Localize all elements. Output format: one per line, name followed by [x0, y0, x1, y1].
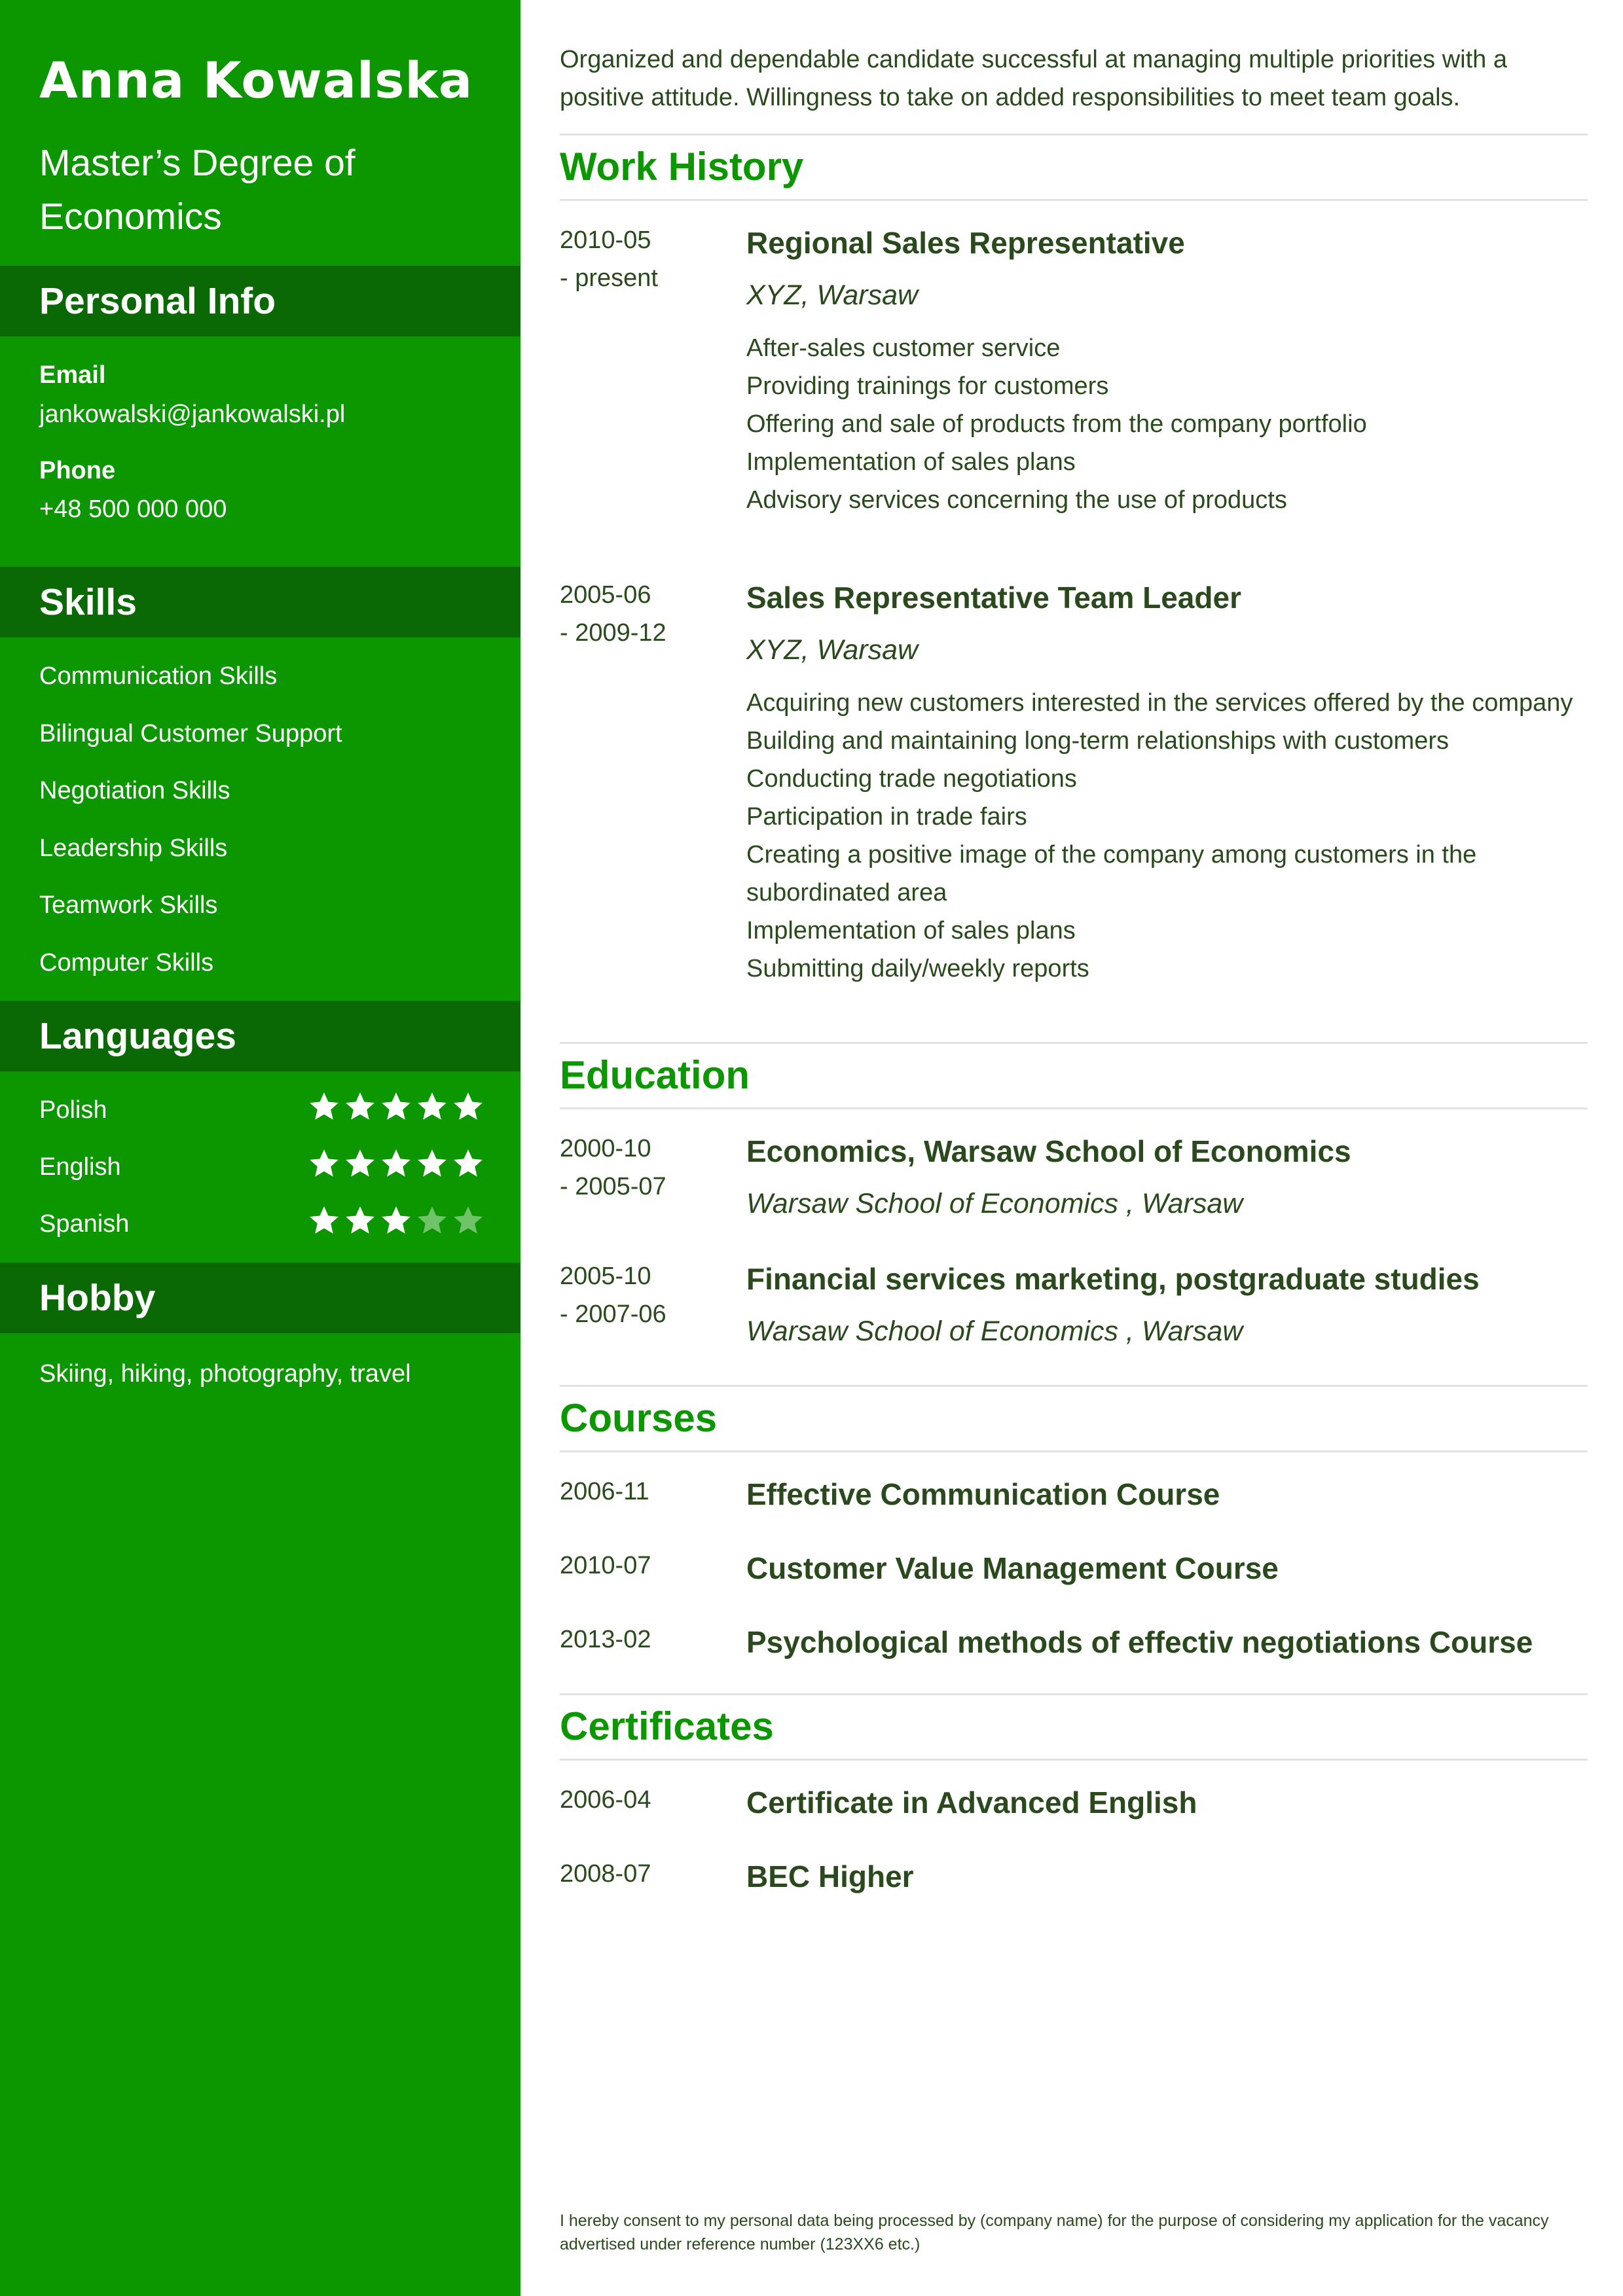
skill-item: Communication Skills — [39, 662, 278, 690]
hobby-heading: Hobby — [0, 1263, 520, 1333]
star-icon — [452, 1090, 484, 1123]
star-icon — [380, 1204, 412, 1237]
work-date-from: 2005-06 — [560, 581, 651, 609]
candidate-degree: Master’s Degree of Economics — [39, 142, 356, 238]
certificate-title: Certificate in Advanced English — [746, 1785, 1197, 1820]
personal-info-heading: Personal Info — [0, 266, 520, 336]
star-icon — [344, 1090, 376, 1123]
star-icon — [452, 1204, 484, 1237]
work-date-to: - 2009-12 — [560, 619, 666, 647]
duty-item: After-sales customer service — [746, 334, 1061, 362]
languages-heading: Languages — [0, 1001, 520, 1071]
certificates-heading: Certificates — [560, 1704, 774, 1748]
skill-item: Leadership Skills — [39, 834, 228, 862]
duty-item: Creating a positive image of the company among customers in the subordinated area — [746, 841, 1477, 906]
certificate-date: 2008-07 — [560, 1860, 651, 1888]
skill-item: Teamwork Skills — [39, 891, 218, 919]
language-name: Spanish — [39, 1210, 130, 1238]
certificate-date: 2006-04 — [560, 1786, 651, 1814]
star-icon — [344, 1147, 376, 1180]
duty-item: Participation in trade fairs — [746, 803, 1027, 831]
job-title: Sales Representative Team Leader — [746, 581, 1241, 615]
job-duties — [746, 684, 1591, 988]
section-divider — [560, 1385, 1588, 1387]
main-content — [560, 0, 1588, 2296]
duty-item: Implementation of sales plans — [746, 917, 1076, 944]
duty-item: Acquiring new customers interested in the services offered by the company — [746, 689, 1573, 717]
education-school: Warsaw School of Economics , Warsaw — [746, 1188, 1243, 1219]
job-place: XYZ, Warsaw — [746, 279, 919, 311]
duty-item: Offering and sale of products from the company portfolio — [746, 410, 1367, 438]
section-divider — [560, 1759, 1588, 1761]
course-date: 2006-11 — [560, 1478, 649, 1505]
duty-item: Advisory services concerning the use of products — [746, 486, 1287, 514]
star-icon — [380, 1147, 412, 1180]
star-icon — [380, 1090, 412, 1123]
duty-item: Submitting daily/weekly reports — [746, 955, 1089, 982]
job-duties — [746, 329, 1591, 519]
skill-item: Computer Skills — [39, 949, 214, 977]
language-rating — [308, 1147, 484, 1181]
data-consent-clause: I hereby consent to my personal data being processed by (company name) for the purpose of considering my application for the vacancy advertised under reference number (123XX6 etc.) — [560, 2212, 1549, 2253]
job-title: Regional Sales Representative — [746, 226, 1185, 260]
education-date-from: 2000-10 — [560, 1135, 651, 1162]
course-title: Effective Communication Course — [746, 1477, 1220, 1511]
star-icon — [308, 1204, 340, 1237]
star-icon — [308, 1090, 340, 1123]
education-title: Financial services marketing, postgraduate studies — [746, 1262, 1480, 1296]
section-divider — [560, 1042, 1588, 1044]
education-date-to: - 2007-06 — [560, 1300, 666, 1328]
work-history-heading: Work History — [560, 145, 804, 188]
education-title: Economics, Warsaw School of Economics — [746, 1134, 1351, 1168]
course-title: Psychological methods of effectiv negotiations Course — [746, 1625, 1533, 1659]
hobby-text: Skiing, hiking, photography, travel — [39, 1360, 411, 1388]
education-heading: Education — [560, 1053, 750, 1097]
email-label: Email — [39, 361, 106, 389]
education-school: Warsaw School of Economics , Warsaw — [746, 1316, 1243, 1347]
language-name: English — [39, 1153, 121, 1181]
course-date: 2013-02 — [560, 1626, 651, 1653]
skill-item: Negotiation Skills — [39, 777, 230, 804]
star-icon — [308, 1147, 340, 1180]
courses-heading: Courses — [560, 1396, 718, 1440]
duty-item: Implementation of sales plans — [746, 448, 1076, 476]
candidate-name: Anna Kowalska — [39, 51, 473, 109]
section-divider — [560, 199, 1588, 201]
star-icon — [344, 1204, 376, 1237]
job-place: XYZ, Warsaw — [746, 634, 919, 666]
skills-heading: Skills — [0, 567, 520, 637]
work-date-to: - present — [560, 264, 658, 292]
skill-item: Bilingual Customer Support — [39, 720, 342, 747]
star-icon — [416, 1147, 448, 1180]
star-icon — [452, 1147, 484, 1180]
course-date: 2010-07 — [560, 1552, 651, 1579]
profile-summary: Organized and dependable candidate successful at managing multiple priorities with a positive attitude. Willingness to take on added responsibilities to meet team goals. — [560, 46, 1507, 111]
section-divider — [560, 1693, 1588, 1695]
section-divider — [560, 134, 1588, 135]
phone-value: +48 500 000 000 — [39, 495, 227, 523]
section-divider — [560, 1107, 1588, 1109]
language-rating — [308, 1204, 484, 1238]
section-divider — [560, 1450, 1588, 1452]
education-date-to: - 2005-07 — [560, 1173, 666, 1200]
email-value: jankowalski@jankowalski.pl — [39, 401, 346, 428]
language-rating — [308, 1090, 484, 1124]
duty-item: Providing trainings for customers — [746, 372, 1109, 400]
work-date-from: 2010-05 — [560, 226, 651, 254]
duty-item: Conducting trade negotiations — [746, 765, 1077, 793]
language-name: Polish — [39, 1096, 107, 1124]
education-date-from: 2005-10 — [560, 1263, 651, 1290]
sidebar — [0, 0, 520, 2296]
star-icon — [416, 1204, 448, 1237]
star-icon — [416, 1090, 448, 1123]
duty-item: Building and maintaining long-term relationships with customers — [746, 727, 1449, 755]
certificate-title: BEC Higher — [746, 1859, 914, 1893]
phone-label: Phone — [39, 457, 116, 484]
course-title: Customer Value Management Course — [746, 1551, 1279, 1585]
